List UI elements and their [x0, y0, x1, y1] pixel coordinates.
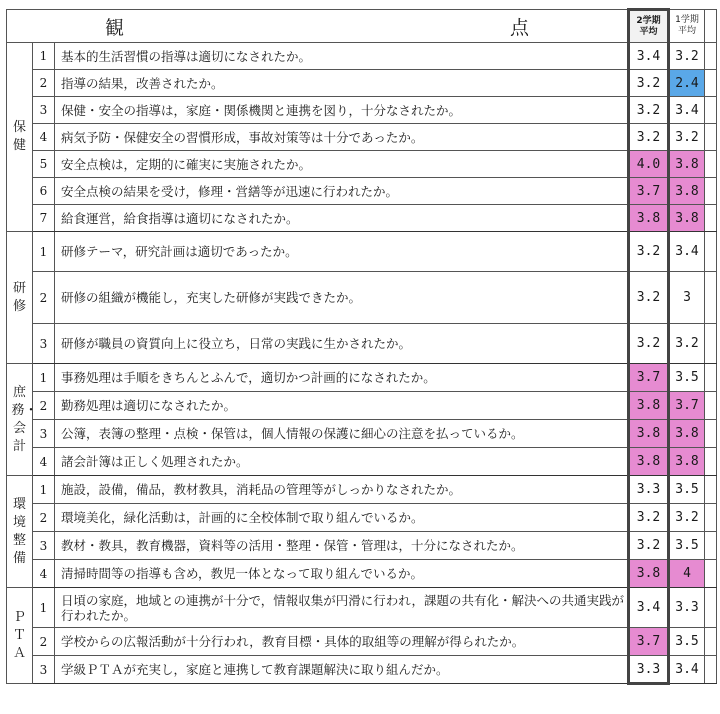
right-edge-cell — [705, 392, 717, 420]
right-edge-cell — [705, 588, 717, 628]
current-term-average: 3.3 — [629, 656, 669, 684]
current-term-average: 3.4 — [629, 588, 669, 628]
item-text: 安全点検の結果を受け，修理・営繕等が迅速に行われたか。 — [55, 178, 629, 205]
previous-term-average: 3.8 — [669, 151, 705, 178]
evaluation-row — [7, 476, 717, 504]
current-term-average: 3.8 — [629, 560, 669, 588]
item-number: 6 — [33, 178, 55, 205]
previous-term-average: 3.3 — [669, 588, 705, 628]
current-term-average: 3.8 — [629, 392, 669, 420]
previous-term-average: 2.4 — [669, 70, 705, 97]
current-term-average: 3.2 — [629, 124, 669, 151]
header-char-2: 点 — [510, 16, 530, 39]
evaluation-table — [6, 8, 717, 685]
evaluation-row — [7, 205, 717, 232]
current-term-average: 3.4 — [629, 43, 669, 70]
item-number: 1 — [33, 588, 55, 628]
item-text: 研修が職員の資質向上に役立ち，日常の実践に生かされたか。 — [55, 324, 629, 364]
right-edge-spacer — [705, 10, 717, 43]
item-text: 指導の結果，改善されたか。 — [55, 70, 629, 97]
right-edge-cell — [705, 448, 717, 476]
evaluation-row — [7, 324, 717, 364]
item-number: 5 — [33, 151, 55, 178]
category-label — [7, 588, 33, 684]
category-text: ＰＴＡ — [12, 609, 26, 661]
evaluation-row — [7, 560, 717, 588]
previous-term-average: 3 — [669, 272, 705, 324]
item-number: 1 — [33, 476, 55, 504]
right-edge-cell — [705, 97, 717, 124]
previous-term-average: 3.5 — [669, 628, 705, 656]
current-term-average: 3.7 — [629, 628, 669, 656]
category-label — [7, 476, 33, 588]
current-term-average: 3.2 — [629, 532, 669, 560]
category-text: 研修 — [12, 280, 26, 314]
current-term-average: 3.2 — [629, 232, 669, 272]
current-term-average: 3.2 — [629, 504, 669, 532]
evaluation-row — [7, 392, 717, 420]
previous-term-average-header — [669, 10, 705, 43]
previous-term-average: 3.2 — [669, 324, 705, 364]
evaluation-row — [7, 178, 717, 205]
item-number: 1 — [33, 364, 55, 392]
item-text: 諸会計簿は正しく処理されたか。 — [55, 448, 629, 476]
right-edge-cell — [705, 151, 717, 178]
current-term-average-label: 2学期平均 — [636, 15, 661, 37]
current-term-average: 3.8 — [629, 420, 669, 448]
right-edge-cell — [705, 324, 717, 364]
right-edge-cell — [705, 124, 717, 151]
item-number: 3 — [33, 420, 55, 448]
item-number: 4 — [33, 124, 55, 151]
category-label — [7, 364, 38, 476]
item-number: 4 — [33, 448, 55, 476]
previous-term-average-label: 1学期平均 — [675, 15, 699, 36]
item-number: 2 — [33, 504, 55, 532]
evaluation-row — [7, 420, 717, 448]
previous-term-average: 3.4 — [669, 656, 705, 684]
item-text: 病気予防・保健安全の習慣形成，事故対策等は十分であったか。 — [55, 124, 629, 151]
item-text: 環境美化，緑化活動は，計画的に全校体制で取り組んでいるか。 — [55, 504, 629, 532]
right-edge-cell — [705, 560, 717, 588]
previous-term-average: 3.5 — [669, 476, 705, 504]
category-label — [7, 232, 33, 364]
item-text: 施設，設備，備品，教材教具，消耗品の管理等がしっかりなされたか。 — [55, 476, 629, 504]
evaluation-row — [7, 232, 717, 272]
previous-term-average: 3.8 — [669, 205, 705, 232]
item-number: 3 — [33, 324, 55, 364]
current-term-average: 3.8 — [629, 205, 669, 232]
item-number: 1 — [33, 43, 55, 70]
right-edge-cell — [705, 476, 717, 504]
current-term-average: 3.2 — [629, 97, 669, 124]
right-edge-cell — [705, 628, 717, 656]
current-term-average: 3.2 — [629, 272, 669, 324]
evaluation-row — [7, 70, 717, 97]
right-edge-cell — [705, 232, 717, 272]
category-text: 環境整備 — [12, 496, 26, 566]
item-number: 3 — [33, 97, 55, 124]
item-text: 教材・教具，教育機器，資料等の活用・整理・保管・管理は，十分になされたか。 — [55, 532, 629, 560]
item-number: 2 — [33, 70, 55, 97]
previous-term-average: 3.8 — [669, 178, 705, 205]
evaluation-row — [7, 588, 717, 628]
item-text: 保健・安全の指導は，家庭・関係機関と連携を図り，十分なされたか。 — [55, 97, 629, 124]
category-text: 保健 — [12, 120, 26, 153]
current-term-average: 3.7 — [629, 178, 669, 205]
current-term-average: 3.2 — [629, 70, 669, 97]
item-text: 給食運営，給食指導は適切になされたか。 — [55, 205, 629, 232]
right-edge-cell — [705, 272, 717, 324]
item-text: 研修の組織が機能し，充実した研修が実践できたか。 — [55, 272, 629, 324]
current-term-average: 4.0 — [629, 151, 669, 178]
previous-term-average: 3.2 — [669, 504, 705, 532]
evaluation-row — [7, 151, 717, 178]
item-text: 研修テーマ，研究計画は適切であったか。 — [55, 232, 629, 272]
right-edge-cell — [705, 420, 717, 448]
previous-term-average: 4 — [669, 560, 705, 588]
item-text: 学校からの広報活動が十分行われ，教育目標・具体的取組等の理解が得られたか。 — [55, 628, 629, 656]
previous-term-average: 3.8 — [669, 448, 705, 476]
current-term-average: 3.7 — [629, 364, 669, 392]
previous-term-average: 3.5 — [669, 364, 705, 392]
header-char-1: 観 — [104, 16, 124, 39]
right-edge-cell — [705, 504, 717, 532]
evaluation-row — [7, 124, 717, 151]
evaluation-row — [7, 364, 717, 392]
evaluation-row — [7, 504, 717, 532]
right-edge-cell — [705, 656, 717, 684]
item-text: 基本的生活習慣の指導は適切になされたか。 — [55, 43, 629, 70]
item-text: 学級ＰＴＡが充実し，家庭と連携して教育課題解決に取り組んだか。 — [55, 656, 629, 684]
item-text: 勤務処理は適切になされたか。 — [55, 392, 629, 420]
item-text: 事務処理は手順をきちんとふんで，適切かつ計画的になされたか。 — [55, 364, 629, 392]
item-number: 3 — [33, 656, 55, 684]
evaluation-row — [7, 656, 717, 684]
right-edge-cell — [705, 205, 717, 232]
item-number: 2 — [33, 628, 55, 656]
previous-term-average: 3.7 — [669, 392, 705, 420]
evaluation-row — [7, 448, 717, 476]
previous-term-average: 3.4 — [669, 97, 705, 124]
evaluation-body — [7, 43, 717, 684]
previous-term-average: 3.5 — [669, 532, 705, 560]
current-term-average: 3.8 — [629, 448, 669, 476]
right-edge-cell — [705, 178, 717, 205]
category-text: 庶務・会計 — [11, 384, 38, 454]
previous-term-average: 3.4 — [669, 232, 705, 272]
item-text: 安全点検は，定期的に確実に実施されたか。 — [55, 151, 629, 178]
evaluation-row — [7, 97, 717, 124]
category-label — [7, 43, 33, 232]
header-row — [7, 10, 717, 43]
evaluation-row — [7, 532, 717, 560]
evaluation-row — [7, 628, 717, 656]
previous-term-average: 3.2 — [669, 43, 705, 70]
evaluation-row — [7, 272, 717, 324]
item-number: 2 — [33, 272, 55, 324]
viewpoint-header — [7, 10, 629, 43]
evaluation-row — [7, 43, 717, 70]
item-number: 1 — [33, 232, 55, 272]
item-number: 3 — [33, 532, 55, 560]
previous-term-average: 3.2 — [669, 124, 705, 151]
item-text: 日頃の家庭，地域との連携が十分で，情報収集が円滑に行われ，課題の共有化・解決への共通実践が行われたか。 — [55, 588, 629, 628]
item-text: 公簿，表簿の整理・点検・保管は，個人情報の保護に細心の注意を払っているか。 — [55, 420, 629, 448]
right-edge-cell — [705, 70, 717, 97]
item-number: 4 — [33, 560, 55, 588]
right-edge-cell — [705, 532, 717, 560]
item-text: 清掃時間等の指導も含め，教児一体となって取り組んでいるか。 — [55, 560, 629, 588]
current-term-average: 3.3 — [629, 476, 669, 504]
item-number: 2 — [33, 392, 55, 420]
item-number: 7 — [33, 205, 55, 232]
previous-term-average: 3.8 — [669, 420, 705, 448]
current-term-average: 3.2 — [629, 324, 669, 364]
right-edge-cell — [705, 43, 717, 70]
right-edge-cell — [705, 364, 717, 392]
current-term-average-header — [629, 10, 669, 43]
